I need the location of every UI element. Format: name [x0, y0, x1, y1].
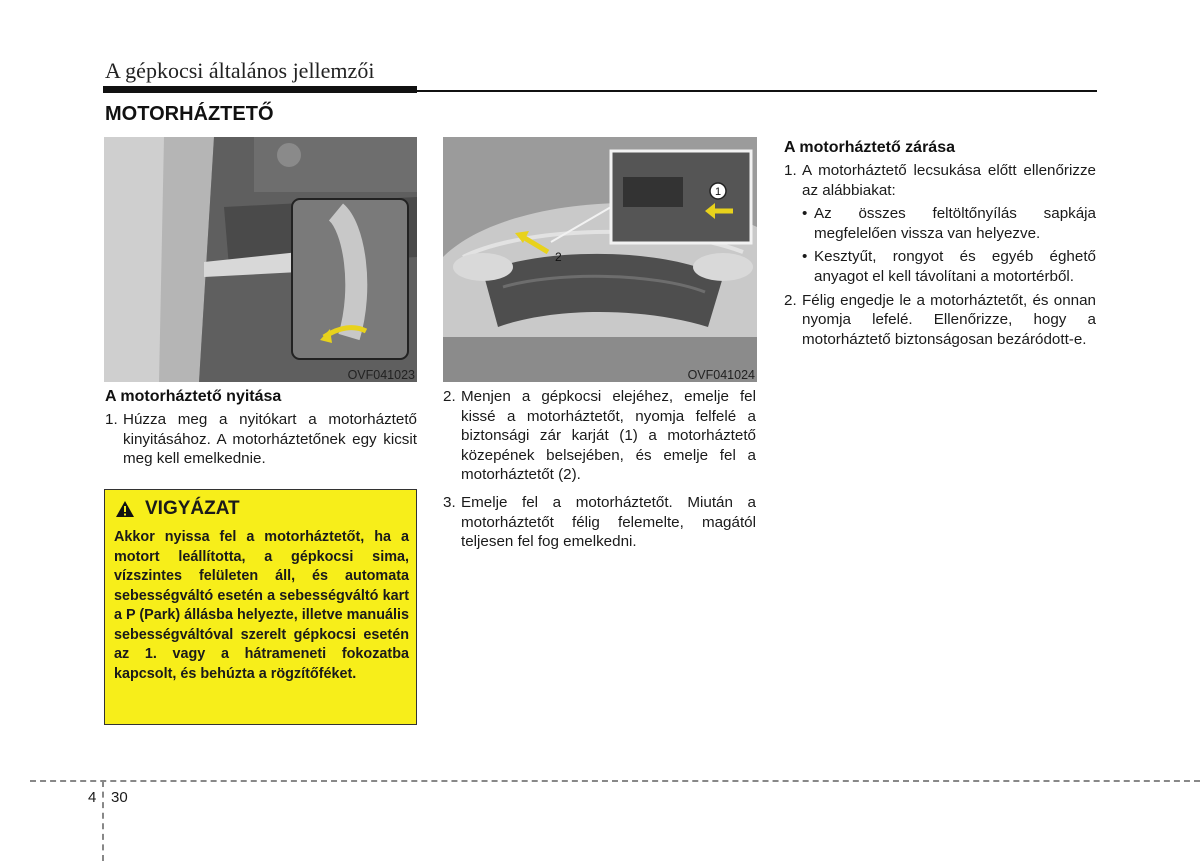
- page-number: 30: [111, 789, 128, 806]
- warning-box: [104, 489, 417, 725]
- photo-code-1: OVF041023: [347, 368, 415, 382]
- chapter-number: 4: [88, 789, 97, 806]
- closing-steps: [784, 161, 1096, 349]
- hood-release-lever-photo: [104, 137, 417, 382]
- callout-2: 2: [555, 250, 562, 264]
- chapter-title: A gépkocsi általános jellemzői: [105, 58, 375, 83]
- warning-label: VIGYÁZAT: [145, 498, 240, 519]
- footer-vertical-rule: [102, 781, 104, 861]
- header-rule-thick: [103, 86, 417, 93]
- opening-step-2: 2. Menjen a gépkocsi elejéhez, emelje fel kissé a motorháztetőt, nyomja felfelé a biztonsági zár karját (1) a motorháztető közepének belsejében, és emelje fel a motorháztetőt (2).: [443, 388, 756, 484]
- opening-heading: A motorháztető nyitása: [105, 388, 282, 405]
- section-title: MOTORHÁZTETŐ: [105, 103, 274, 125]
- closing-step-1: 1. A motorháztető lecsukása előtt ellenőrizze az alábbiakat:: [784, 162, 1096, 199]
- warning-text: Akkor nyissa fel a motorháztetőt, ha a motort leállította, a gépkocsi sima, vízszintes felületen áll, és automata sebességváltó esetén a sebességváltó kart a P (Park) állásba helyezte, illetve manuális sebességváltóval szerelt gépkocsi esetén az 1. vagy a hátrameneti fokozatba kapcsolt, és behúzta a rögzítőféket.: [114, 529, 409, 682]
- opening-step-1: 1. Húzza meg a nyitókart a motorháztető kinyitásához. A motorháztetőnek egy kicsit meg kell emelkednie.: [105, 411, 417, 468]
- header-rule-thin: [417, 90, 1097, 92]
- closing-bullet-1: • Az összes feltöltőnyílás sapkája megfelelően vissza van helyezve.: [802, 205, 1096, 242]
- callout-1: 1: [714, 186, 722, 198]
- warning-triangle-icon: [115, 500, 135, 518]
- opening-step-3: 3. Emelje fel a motorháztetőt. Miután a motorháztetőt félig felemelte, magától teljesen fel fog emelkedni.: [443, 493, 756, 551]
- opening-steps-cont: [443, 387, 756, 552]
- photo-code-2: OVF041024: [687, 368, 755, 382]
- closing-bullet-2: • Kesztyűt, rongyot és egyéb éghető anyagot el kell távolítani a motortérből.: [802, 248, 1096, 285]
- closing-heading: A motorháztető zárása: [784, 139, 955, 156]
- footer-rule: [30, 780, 1200, 782]
- warning-header: [115, 498, 240, 520]
- hood-safety-latch-photo: [443, 137, 757, 382]
- closing-step-2: 2. Félig engedje le a motorháztetőt, és onnan nyomja lefelé. Ellenőrizze, hogy a motorháztető biztonságosan bezáródott-e.: [784, 291, 1096, 348]
